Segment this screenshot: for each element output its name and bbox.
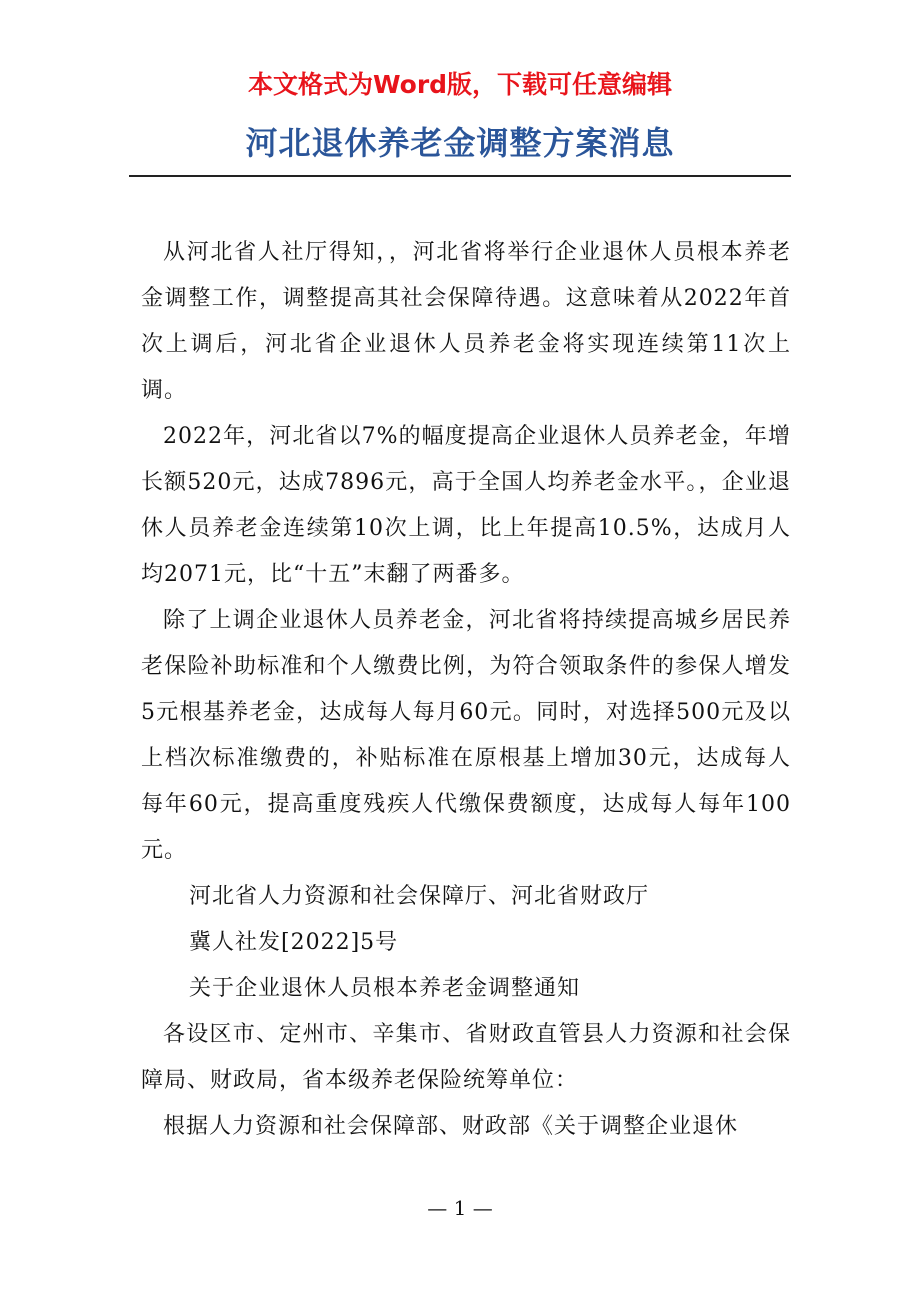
notice-recipients: 各设区市、定州市、辛集市、省财政直管县人力资源和社会保障局、财政局，省本级养老保险统筹单位： [141,1022,791,1093]
paragraph-2022-increase: 2022年，河北省以7%的幅度提高企业退休人员养老金，年增长额520元，达成7896元，高于全国人均养老金水平。，企业退休人员养老金连续第10次上调，比上年提高10.5%，达成月人均2071元，比“十五”末翻了两番多。 [141,424,791,587]
page-number: — 1 — [427,1196,493,1220]
paragraph-intro: 从河北省人社厅得知，，河北省将举行企业退休人员根本养老金调整工作，调整提高其社会保障待遇。这意味着从2022年首次上调后，河北省企业退休人员养老金将实现连续第11次上调。 [141,240,791,403]
issuing-authority: 河北省人力资源和社会保障厅、河北省财政厅 [189,884,650,909]
document-title: 河北退休养老金调整方案消息 [245,124,675,162]
notice-title: 关于企业退休人员根本养老金调整通知 [189,976,581,1001]
word-format-notice: 本文格式为Word版，下载可任意编辑 [247,70,673,99]
document-body [141,230,791,1150]
title-divider [129,175,791,177]
document-number: 冀人社发[2022]5号 [189,930,399,955]
paragraph-rural-pension: 除了上调企业退休人员养老金，河北省将持续提高城乡居民养老保险补助标准和个人缴费比例，为符合领取条件的参保人增发5元根基养老金，达成每人每月60元。同时，对选择500元及以上档次标准缴费的，补贴标准在原根基上增加30元，达成每人每年60元，提高重度残疾人代缴保费额度，达成每人每年100元。 [141,608,791,863]
notice-basis: 根据人力资源和社会保障部、财政部《关于调整企业退休 [163,1114,739,1139]
